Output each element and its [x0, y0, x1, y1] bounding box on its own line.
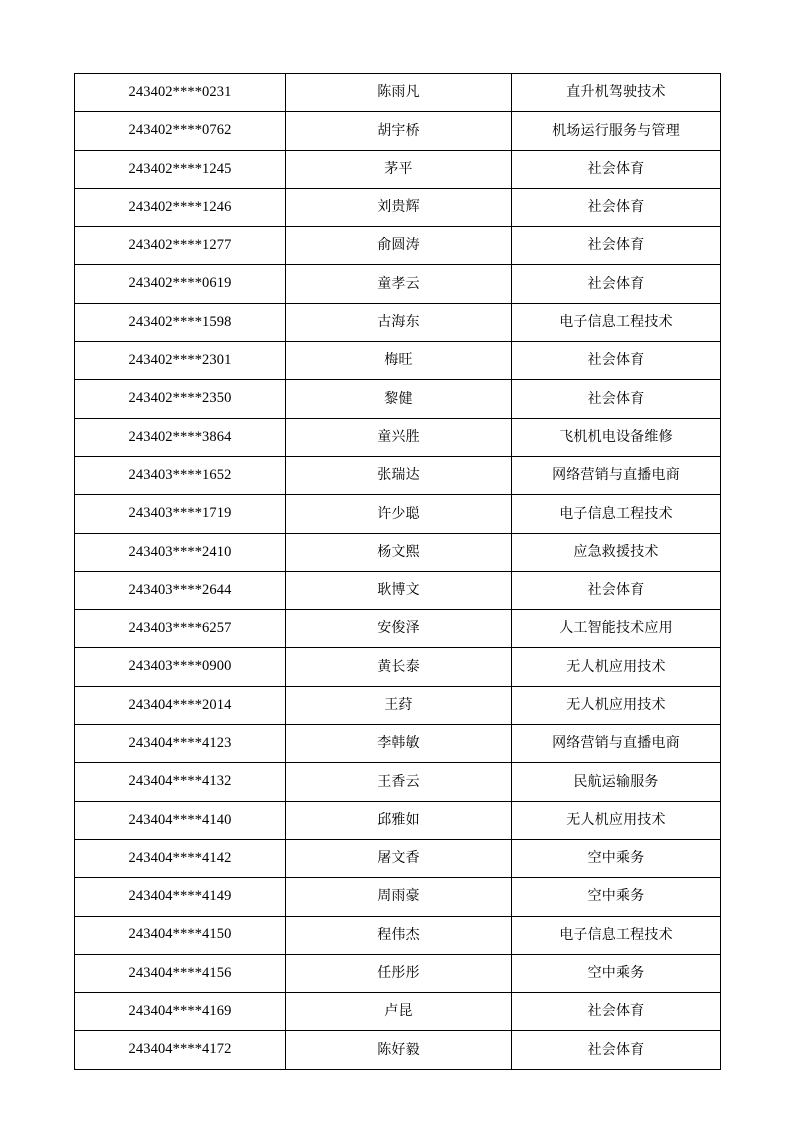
cell-major: 空中乘务 [512, 954, 721, 992]
cell-candidate-id: 243404****4132 [75, 763, 286, 801]
cell-candidate-id: 243402****0762 [75, 112, 286, 150]
table-row [75, 342, 721, 380]
cell-candidate-name: 杨文熙 [286, 533, 512, 571]
table-row [75, 839, 721, 877]
cell-candidate-id: 243402****1245 [75, 150, 286, 188]
cell-candidate-id: 243402****2301 [75, 342, 286, 380]
cell-major: 空中乘务 [512, 839, 721, 877]
cell-candidate-name: 茅平 [286, 150, 512, 188]
cell-candidate-id: 243404****4123 [75, 725, 286, 763]
cell-major: 电子信息工程技术 [512, 303, 721, 341]
cell-candidate-name: 周雨豪 [286, 878, 512, 916]
table-row [75, 227, 721, 265]
cell-candidate-name: 刘贵辉 [286, 188, 512, 226]
cell-major: 社会体育 [512, 150, 721, 188]
table-row [75, 954, 721, 992]
cell-major: 直升机驾驶技术 [512, 74, 721, 112]
cell-major: 无人机应用技术 [512, 801, 721, 839]
table-row [75, 74, 721, 112]
cell-candidate-name: 童兴胜 [286, 418, 512, 456]
table-row [75, 456, 721, 494]
table-row [75, 533, 721, 571]
roster-table [74, 73, 721, 1070]
table-row [75, 610, 721, 648]
table-row [75, 188, 721, 226]
cell-major: 社会体育 [512, 342, 721, 380]
cell-candidate-name: 梅旺 [286, 342, 512, 380]
cell-major: 社会体育 [512, 571, 721, 609]
cell-major: 网络营销与直播电商 [512, 725, 721, 763]
cell-candidate-id: 243404****4150 [75, 916, 286, 954]
cell-candidate-name: 古海东 [286, 303, 512, 341]
cell-candidate-id: 243402****1277 [75, 227, 286, 265]
cell-candidate-id: 243402****3864 [75, 418, 286, 456]
cell-candidate-id: 243403****6257 [75, 610, 286, 648]
table-row [75, 150, 721, 188]
cell-candidate-name: 王香云 [286, 763, 512, 801]
cell-candidate-name: 任彤彤 [286, 954, 512, 992]
cell-candidate-id: 243404****4140 [75, 801, 286, 839]
cell-candidate-name: 陈好毅 [286, 1031, 512, 1069]
table-row [75, 418, 721, 456]
cell-candidate-id: 243403****2410 [75, 533, 286, 571]
cell-candidate-name: 邱雅如 [286, 801, 512, 839]
cell-major: 电子信息工程技术 [512, 495, 721, 533]
table-row [75, 686, 721, 724]
cell-major: 社会体育 [512, 993, 721, 1031]
table-row [75, 763, 721, 801]
cell-candidate-id: 243404****4149 [75, 878, 286, 916]
roster-table-body [75, 74, 721, 1070]
cell-candidate-id: 243403****1719 [75, 495, 286, 533]
table-row [75, 993, 721, 1031]
table-row [75, 265, 721, 303]
cell-candidate-id: 243403****1652 [75, 456, 286, 494]
cell-major: 社会体育 [512, 380, 721, 418]
table-row [75, 648, 721, 686]
table-row [75, 112, 721, 150]
table-row [75, 380, 721, 418]
cell-candidate-id: 243404****4142 [75, 839, 286, 877]
cell-candidate-id: 243404****4169 [75, 993, 286, 1031]
cell-candidate-name: 胡宇桥 [286, 112, 512, 150]
cell-candidate-name: 张瑞达 [286, 456, 512, 494]
cell-candidate-name: 安俊泽 [286, 610, 512, 648]
table-row [75, 571, 721, 609]
cell-major: 社会体育 [512, 1031, 721, 1069]
table-row [75, 916, 721, 954]
cell-major: 电子信息工程技术 [512, 916, 721, 954]
cell-candidate-id: 243404****4156 [75, 954, 286, 992]
cell-candidate-id: 243402****0231 [75, 74, 286, 112]
cell-candidate-name: 俞圆涛 [286, 227, 512, 265]
cell-candidate-name: 耿博文 [286, 571, 512, 609]
table-row [75, 495, 721, 533]
cell-candidate-name: 屠文香 [286, 839, 512, 877]
table-row [75, 725, 721, 763]
cell-candidate-id: 243402****1598 [75, 303, 286, 341]
cell-candidate-id: 243402****1246 [75, 188, 286, 226]
cell-major: 机场运行服务与管理 [512, 112, 721, 150]
cell-major: 人工智能技术应用 [512, 610, 721, 648]
cell-major: 无人机应用技术 [512, 648, 721, 686]
cell-candidate-name: 陈雨凡 [286, 74, 512, 112]
cell-candidate-name: 程伟杰 [286, 916, 512, 954]
cell-candidate-id: 243403****2644 [75, 571, 286, 609]
cell-candidate-name: 李韩敏 [286, 725, 512, 763]
cell-candidate-id: 243403****0900 [75, 648, 286, 686]
cell-candidate-id: 243404****2014 [75, 686, 286, 724]
cell-major: 民航运输服务 [512, 763, 721, 801]
cell-major: 无人机应用技术 [512, 686, 721, 724]
cell-candidate-name: 黎健 [286, 380, 512, 418]
cell-major: 网络营销与直播电商 [512, 456, 721, 494]
cell-major: 飞机机电设备维修 [512, 418, 721, 456]
cell-candidate-id: 243402****0619 [75, 265, 286, 303]
cell-candidate-name: 黄长泰 [286, 648, 512, 686]
table-row [75, 878, 721, 916]
table-row [75, 801, 721, 839]
cell-candidate-name: 许少聪 [286, 495, 512, 533]
cell-candidate-name: 王荮 [286, 686, 512, 724]
cell-major: 社会体育 [512, 188, 721, 226]
cell-major: 应急救援技术 [512, 533, 721, 571]
cell-candidate-id: 243402****2350 [75, 380, 286, 418]
cell-major: 空中乘务 [512, 878, 721, 916]
table-row [75, 303, 721, 341]
cell-candidate-name: 童孝云 [286, 265, 512, 303]
cell-candidate-id: 243404****4172 [75, 1031, 286, 1069]
cell-major: 社会体育 [512, 265, 721, 303]
cell-major: 社会体育 [512, 227, 721, 265]
roster-table-container [74, 73, 720, 1070]
cell-candidate-name: 卢昆 [286, 993, 512, 1031]
table-row [75, 1031, 721, 1069]
